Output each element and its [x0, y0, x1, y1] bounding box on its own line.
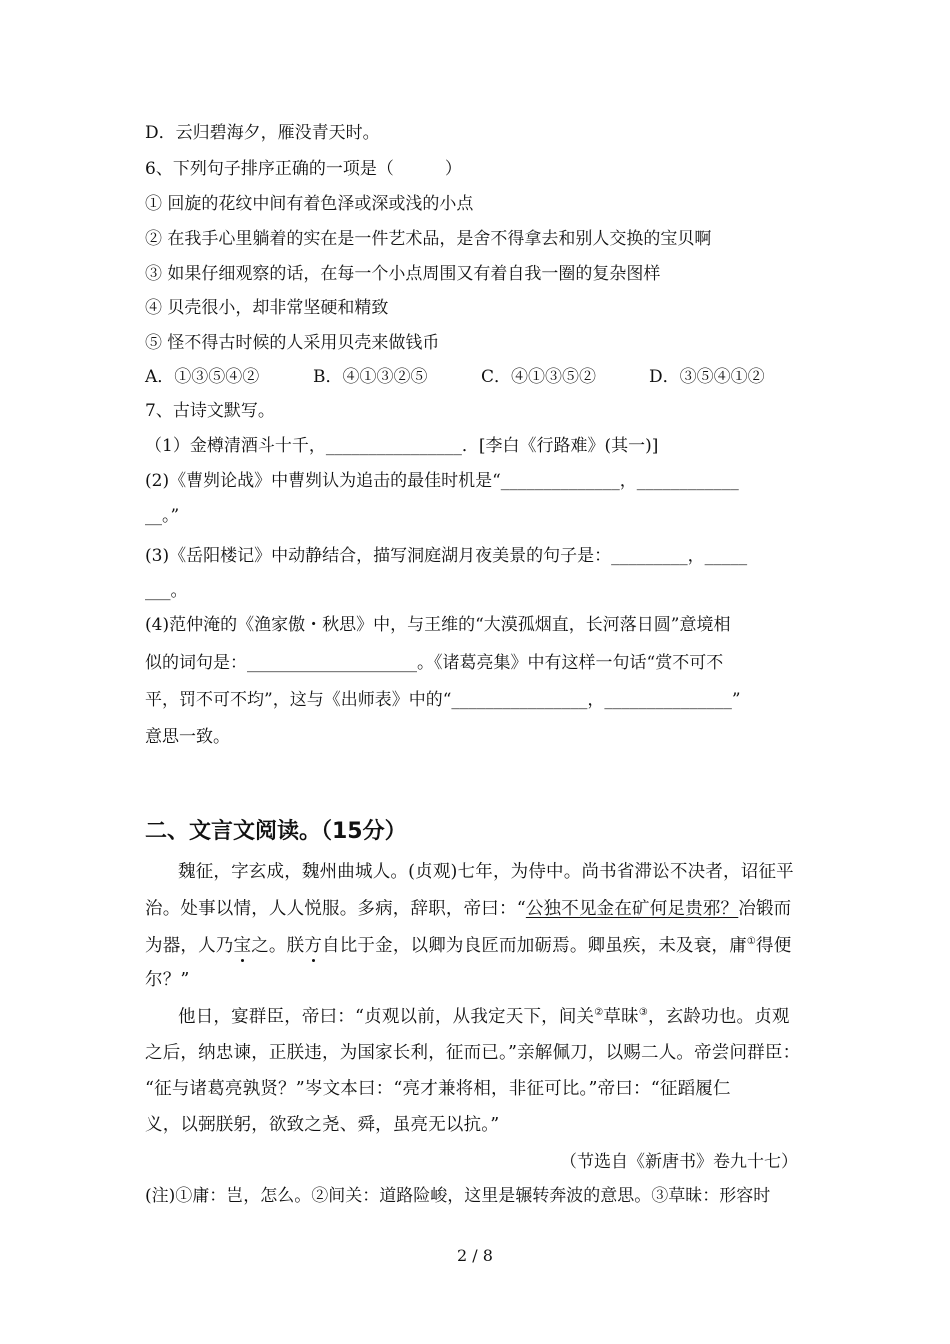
question-6-sentence-5: ⑤ 怪不得古时候的人采用贝壳来做钱币	[145, 333, 440, 353]
question-7-line-2: (2)《曹刿论战》中曹刿认为追击的最佳时机是“______________，____________	[145, 471, 739, 491]
passage-p1-line-4: 尔？”	[145, 970, 190, 990]
question-6-options	[145, 366, 765, 388]
passage-text: ，玄龄功也。贞观	[648, 1007, 790, 1027]
passage-p2-line-3: “征与诸葛亮孰贤？”岑文本曰：“亮才兼将相，非征可比。”帝曰：“征蹈履仁	[145, 1079, 731, 1099]
question-6-option-b: B．④①③②⑤	[313, 367, 428, 387]
note-marker-1: ①	[746, 936, 756, 948]
dotted-word-bao: 宝	[233, 936, 252, 956]
passage-text: 之。朕	[251, 936, 305, 956]
passage-p1-line-1: 魏征，字玄成，魏州曲城人。(贞观)七年，为侍中。尚书省滞讼不决者，诏征平	[178, 862, 794, 882]
section-title: 二、文言文阅读。（15分）	[145, 819, 407, 844]
question-7-line-6: (4)范仲淹的《渔家傲・秋思》中，与王维的“大漠孤烟直，长河落日圆”意境相	[145, 615, 731, 635]
question-7-stem: 7、古诗文默写。	[145, 401, 275, 421]
passage-p2-line-4: 义，以弼朕躬，欲致之尧、舜，虽亮无以抗。”	[145, 1115, 500, 1135]
passage-text: 自比于金，以卿为良匠而加砺焉。卿虽疾，未及衰，庸	[322, 936, 747, 956]
question-6-sentence-2: ② 在我手心里躺着的实在是一件艺术品，是舍不得拿去和别人交换的宝贝啊	[145, 229, 712, 249]
question-6-option-a: A．①③⑤④②	[145, 367, 260, 387]
question-6-sentence-3: ③ 如果仔细观察的话，在每一个小点周围又有着自我一圈的复杂图样	[145, 264, 661, 284]
passage-p2-line-2: 之后，纳忠谏，正朕违，为国家长利，征而已。”亲解佩刀，以赐二人。帝尝问群臣：	[145, 1043, 801, 1063]
question-7-line-4: (3)《岳阳楼记》中动静结合，描写洞庭湖月夜美景的句子是：_________，_____	[145, 546, 748, 566]
passage-p2-line-1	[178, 1006, 790, 1028]
passage-source: （节选自《新唐书》卷九十七）	[560, 1152, 798, 1172]
underlined-sentence: 公独不见金在矿何足贵邪？	[525, 899, 739, 919]
question-6-stem: 6、下列句子排序正确的一项是（ ）	[145, 159, 462, 179]
question-6-option-c: C．④①③⑤②	[481, 367, 597, 387]
question-7-line-7: 似的词句是：____________________。《诸葛亮集》中有这样一句话“赏不可不	[145, 653, 724, 673]
question-5-option-d: D．云归碧海夕，雁没青天时。	[145, 123, 380, 143]
question-7-line-1: （1）金樽清酒斗十千，________________．[李白《行路难》(其一)]	[145, 436, 659, 456]
note-marker-3: ③	[638, 1007, 648, 1019]
passage-p1-line-2	[145, 898, 791, 920]
question-6-sentence-1: ① 回旋的花纹中间有着色泽或深或浅的小点	[145, 194, 474, 214]
question-7-line-9: 意思一致。	[145, 727, 230, 747]
question-6-option-d: D．③⑤④①②	[649, 367, 765, 387]
passage-text: 冶锻而	[738, 899, 792, 919]
note-marker-2: ②	[594, 1007, 604, 1019]
passage-text: 治。处事以情，人人悦服。多病，辞职，帝曰：“	[145, 899, 526, 919]
passage-text: 他日，宴群臣，帝曰：“贞观以前，从我定天下，间关	[178, 1007, 595, 1027]
passage-p1-line-3	[145, 935, 791, 957]
passage-text: 得便	[756, 936, 792, 956]
passage-text: 为器，人乃	[145, 936, 234, 956]
question-7-line-3: __。”	[145, 506, 180, 526]
question-7-line-5: ___。	[145, 581, 188, 601]
question-6-sentence-4: ④ 贝壳很小，却非常坚硬和精致	[145, 298, 389, 318]
page-number: 2 / 8	[457, 1246, 493, 1265]
dotted-word-fang: 方	[304, 936, 323, 956]
question-7-line-8: 平，罚不可不均”，这与《出师表》中的“________________，_______________”	[145, 690, 741, 710]
passage-text: 草昧	[603, 1007, 639, 1027]
passage-notes: (注)①庸：岂，怎么。②间关：道路险峻，这里是辗转奔波的意思。③草昧：形容时	[145, 1186, 771, 1206]
